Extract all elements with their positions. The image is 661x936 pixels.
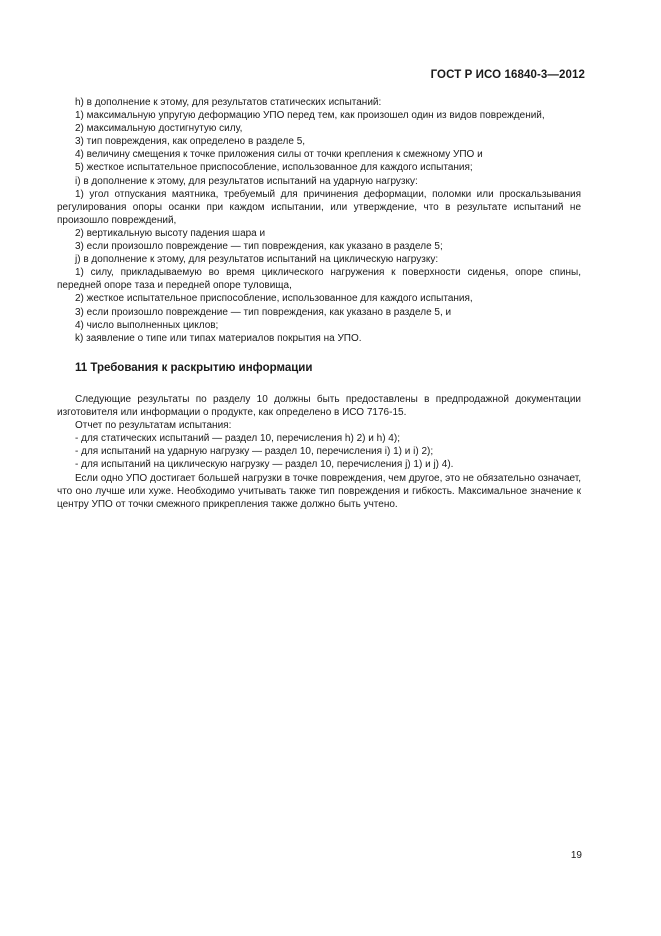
- list-item: 5) жесткое испытательное приспособление, использованное для каждого испытания;: [75, 162, 473, 174]
- section-heading: 11 Требования к раскрытию информации: [75, 362, 313, 374]
- list-item: 3) тип повреждения, как определено в разделе 5,: [75, 136, 306, 148]
- list-item: 1) максимальную упругую деформацию УПО перед тем, как произошел один из видов повреждений,: [75, 110, 545, 122]
- list-item: j) в дополнение к этому, для результатов испытаний на циклическую нагрузку:: [75, 254, 439, 266]
- paragraph: - для испытаний на циклическую нагрузку — раздел 10, перечисления j) 1) и j) 4).: [75, 459, 454, 471]
- list-item: 2) максимальную достигнутую силу,: [75, 123, 243, 135]
- disclosure-section: [57, 393, 581, 511]
- requirements-list: [57, 96, 581, 345]
- list-item: 3) если произошло повреждение — тип повреждения, как указано в разделе 5, и: [75, 306, 452, 318]
- list-item: 2) вертикальную высоту падения шара и: [75, 227, 266, 239]
- list-item: 1) угол отпускания маятника, требуемый для причинения деформации, поломки или проскальзывания регулирования опоры осанки при каждом испытании, или утверждение, что в результате испытаний не произошло повреждений,: [57, 188, 581, 226]
- paragraph: Отчет по результатам испытания:: [75, 420, 232, 432]
- list-item: i) в дополнение к этому, для результатов испытаний на ударную нагрузку:: [75, 175, 418, 187]
- paragraph: Если одно УПО достигает большей нагрузки в точке повреждения, чем другое, это не обязательно означает, что оно лучше или хуже. Необходимо учитывать также тип повреждения и гибкость. Максимальное значение к центру УПО от точки смежного прикрепления также должно быть учтено.: [57, 472, 581, 510]
- list-item: k) заявление о типе или типах материалов покрытия на УПО.: [75, 332, 362, 344]
- list-item: 3) если произошло повреждение — тип повреждения, как указано в разделе 5;: [75, 241, 443, 253]
- document-header: ГОСТ Р ИСО 16840-3—2012: [430, 69, 585, 81]
- page-number: 19: [570, 850, 582, 861]
- list-item: h) в дополнение к этому, для результатов статических испытаний:: [75, 97, 382, 108]
- list-item: 4) величину смещения к точке приложения силы от точки крепления к смежному УПО и: [75, 149, 483, 161]
- list-item: 4) число выполненных циклов;: [75, 319, 219, 331]
- list-item: 2) жесткое испытательное приспособление, использованное для каждого испытания,: [75, 293, 473, 305]
- list-item: 1) силу, прикладываемую во время циклического нагружения к поверхности сиденья, опоре спины, передней опоре таза и передней опоре туловища,: [57, 267, 581, 292]
- paragraph: - для статических испытаний — раздел 10, перечисления h) 2) и h) 4);: [75, 433, 400, 445]
- paragraph: Следующие результаты по разделу 10 должны быть предоставлены в предпродажной документации изготовителя или информации о продукте, как определено в ИСО 7176-15.: [57, 394, 581, 419]
- paragraph: - для испытаний на ударную нагрузку — раздел 10, перечисления i) 1) и i) 2);: [75, 446, 434, 458]
